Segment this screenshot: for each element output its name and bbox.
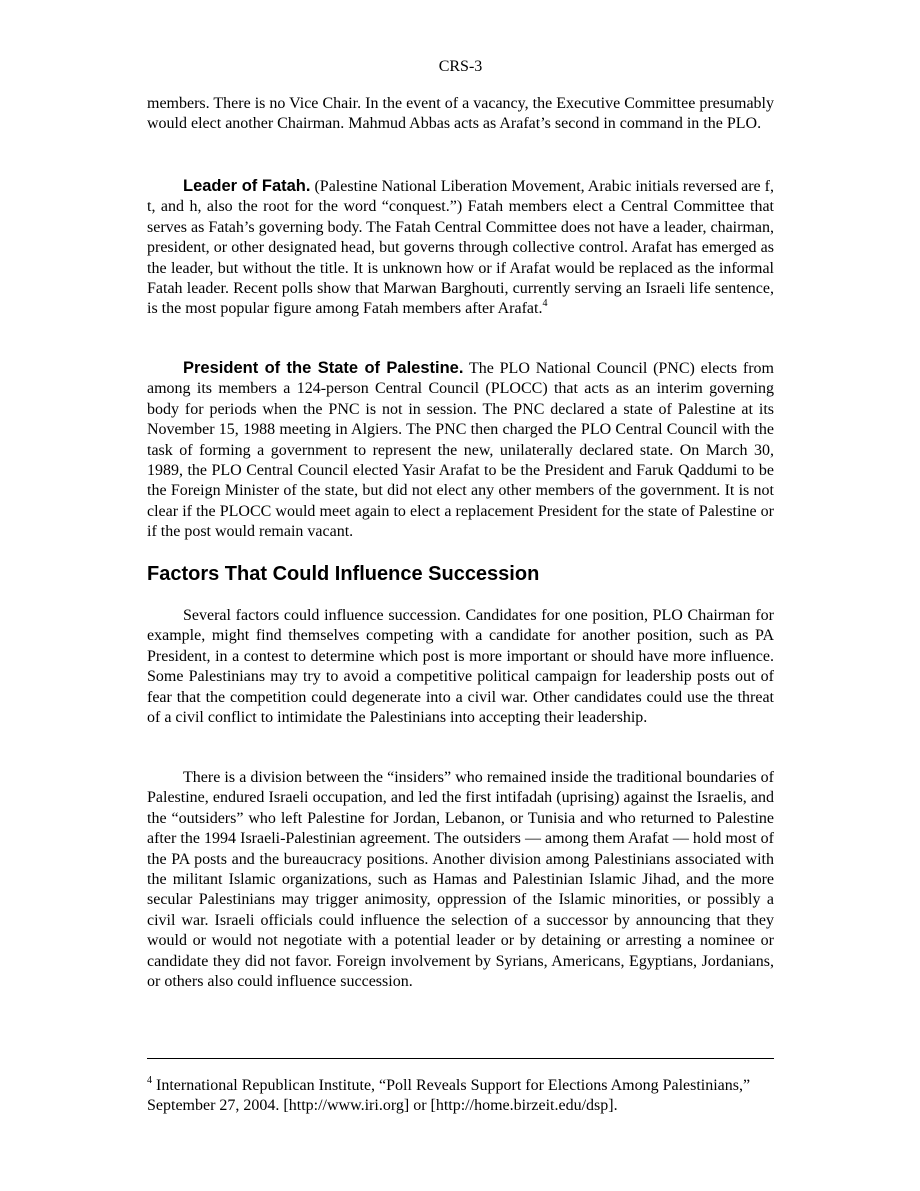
section-heading-factors: Factors That Could Influence Succession: [147, 563, 540, 585]
paragraph-insiders-outsiders: There is a division between the “insiders” who remained inside the traditional boundaries of Palestine, endured Israeli occupation, and led the first intifadah (uprising) against the Israelis, and the “outsiders” who left Palestine for Jordan, Lebanon, or Tunisia and who returned to Palestine after the 1994 Israeli-Palestinian agreement. The outsiders — among them Arafat — hold most of the PA posts and the bureaucracy positions. Another division among Palestinians associated with the militant Islamic organizations, such as Hamas and Palestinian Islamic Jihad, and the more secular Palestinians may trigger animosity, oppression of the Islamic minorities, or possibly a civil war. Israeli officials could influence the selection of a successor by announcing that they would or would not negotiate with a potential leader or by detaining or arresting a nominee or candidate they did not favor. Foreign involvement by Syrians, Americans, Egyptians, Jordanians, or others also could influence succession.: [147, 769, 774, 991]
paragraph-president-body: The PLO National Council (PNC) elects from among its members a 124-person Central Council (PLOCC) that acts as an interim governing body for periods when the PNC is not in session. The PNC declared a state of Palestine at its November 15, 1988 meeting in Algiers. The PNC then charged the PLO Central Council with the task of forming a government to represent the new, unilaterally declared state. On March 30, 1989, the PLO Central Council elected Yasir Arafat to be the President and Faruk Qaddumi to be the Foreign Minister of the state, but did not elect any other members of the government. It is not clear if the PLOCC would meet again to elect a replacement President for the state of Palestine or if the post would remain vacant.: [147, 360, 774, 541]
paragraph-fatah-body: (Palestine National Liberation Movement, Arabic initials reversed are f, t, and h, also the root for the word “conquest.”) Fatah members elect a Central Committee that serves as Fatah’s governing body. The Fatah Central Committee does not have a leader, chairman, president, or other designated head, but governs through collective control. Arafat has emerged as the leader, but without the title. It is unknown how or if Arafat would be replaced as the informal Fatah leader. Recent polls show that Marwan Barghouti, currently serving an Israeli life sentence, is the most popular figure among Fatah members after Arafat.: [147, 178, 774, 318]
paragraph-several-factors: Several factors could influence succession. Candidates for one position, PLO Chairman for example, might find themselves competing with a candidate for another position, such as PA President, in a contest to determine which post is more important or should have more influence. Some Palestinians may try to avoid a competitive political campaign for leadership posts out of fear that the competition could degenerate into a civil war. Other candidates could use the threat of a civil conflict to intimidate the Palestinians into accepting their leadership.: [147, 607, 774, 727]
footnote-ref-4[interactable]: 4: [542, 298, 548, 310]
footnote-divider: [147, 1058, 774, 1059]
footnote-text: International Republican Institute, “Poll Reveals Support for Elections Among Palestinians,” September 27, 2004. [http://www.iri.org] or [http://home.birzeit.edu/dsp].: [147, 1077, 751, 1115]
run-in-heading-fatah: Leader of Fatah.: [183, 177, 311, 195]
paragraph-plo-vacancy: members. There is no Vice Chair. In the event of a vacancy, the Executive Committee presumably would elect another Chairman. Mahmud Abbas acts as Arafat’s second in command in the PLO.: [147, 95, 774, 133]
paragraph-leader-of-fatah: [147, 176, 774, 320]
page-number-header: CRS-3: [438, 58, 483, 75]
paragraph-president-state-palestine: [147, 358, 774, 543]
run-in-heading-president: President of the State of Palestine.: [183, 359, 464, 377]
footnote-4: [147, 1076, 774, 1117]
footnote-number: 4: [147, 1075, 152, 1086]
